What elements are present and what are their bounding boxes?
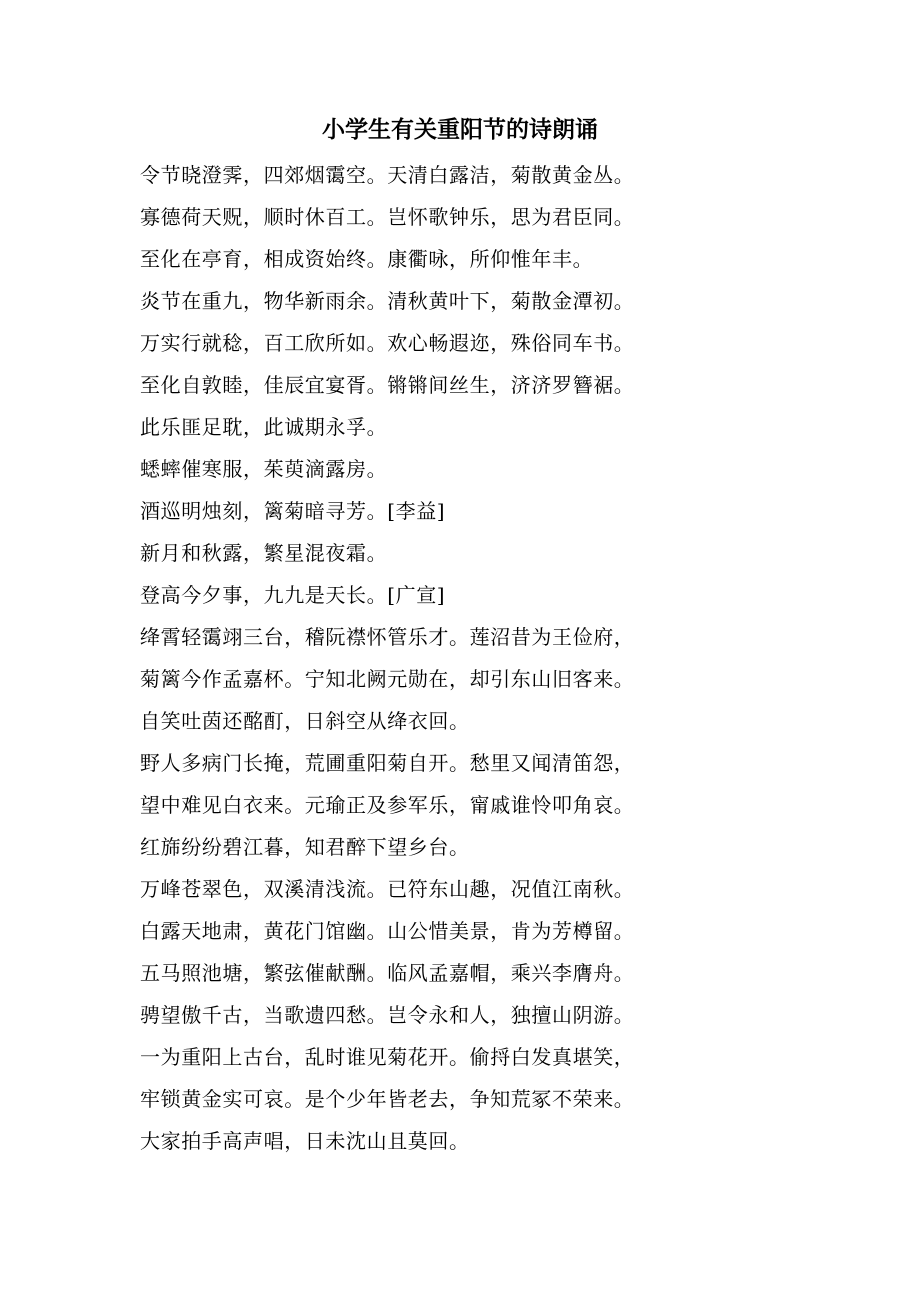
poem-line: 白露天地肃，黄花门馆幽。山公惜美景，肯为芳樽留。 xyxy=(140,919,635,943)
poem-line: 万实行就稔，百工欣所如。欢心畅遐迩，殊俗同车书。 xyxy=(140,331,635,355)
poem-line: 至化在亭育，相成资始终。康衢咏，所仰惟年丰。 xyxy=(140,247,594,271)
poem-line: 新月和秋露，繁星混夜霜。 xyxy=(140,541,388,565)
poem-line: 骋望傲千古，当歌遗四愁。岂令永和人，独擅山阴游。 xyxy=(140,1003,635,1027)
poem-line: 红旆纷纷碧江暮，知君醉下望乡台。 xyxy=(140,835,470,859)
poem-line: 炎节在重九，物华新雨余。清秋黄叶下，菊散金潭初。 xyxy=(140,289,635,313)
poem-line: 牢锁黄金实可哀。是个少年皆老去，争知荒冢不荣来。 xyxy=(140,1087,635,1111)
document-title xyxy=(0,110,920,150)
poem-body xyxy=(140,154,860,1162)
poem-line: 登高今夕事，九九是天长。[广宣] xyxy=(140,583,446,607)
poem-line: 菊篱今作孟嘉杯。宁知北阙元勋在，却引东山旧客来。 xyxy=(140,667,635,691)
poem-line: 自笑吐茵还酩酊，日斜空从绛衣回。 xyxy=(140,709,470,733)
poem-line: 野人多病门长掩，荒圃重阳菊自开。愁里又闻清笛怨， xyxy=(140,751,635,775)
poem-line: 至化自敦睦，佳辰宜宴胥。锵锵间丝生，济济罗簪裾。 xyxy=(140,373,635,397)
document-title-text: 小学生有关重阳节的诗朗诵 xyxy=(322,116,598,143)
poem-line: 寡德荷天贶，顺时休百工。岂怀歌钟乐，思为君臣同。 xyxy=(140,205,635,229)
poem-line: 蟋蟀催寒服，茱萸滴露房。 xyxy=(140,457,388,481)
poem-line: 酒巡明烛刻，篱菊暗寻芳。[李益] xyxy=(140,499,446,523)
poem-line: 五马照池塘，繁弦催献酬。临风孟嘉帽，乘兴李膺舟。 xyxy=(140,961,635,985)
poem-line: 令节晓澄霁，四郊烟霭空。天清白露洁，菊散黄金丛。 xyxy=(140,163,635,187)
poem-line: 绛霄轻霭翊三台，稽阮襟怀管乐才。莲沼昔为王俭府， xyxy=(140,625,635,649)
poem-line: 望中难见白衣来。元瑜正及参军乐，甯戚谁怜叩角哀。 xyxy=(140,793,635,817)
poem-line: 此乐匪足耽，此诚期永孚。 xyxy=(140,415,388,439)
poem-line: 万峰苍翠色，双溪清浅流。已符东山趣，况值江南秋。 xyxy=(140,877,635,901)
poem-line: 大家拍手高声唱，日未沈山且莫回。 xyxy=(140,1129,470,1153)
poem-line: 一为重阳上古台，乱时谁见菊花开。偷捋白发真堪笑， xyxy=(140,1045,635,1069)
